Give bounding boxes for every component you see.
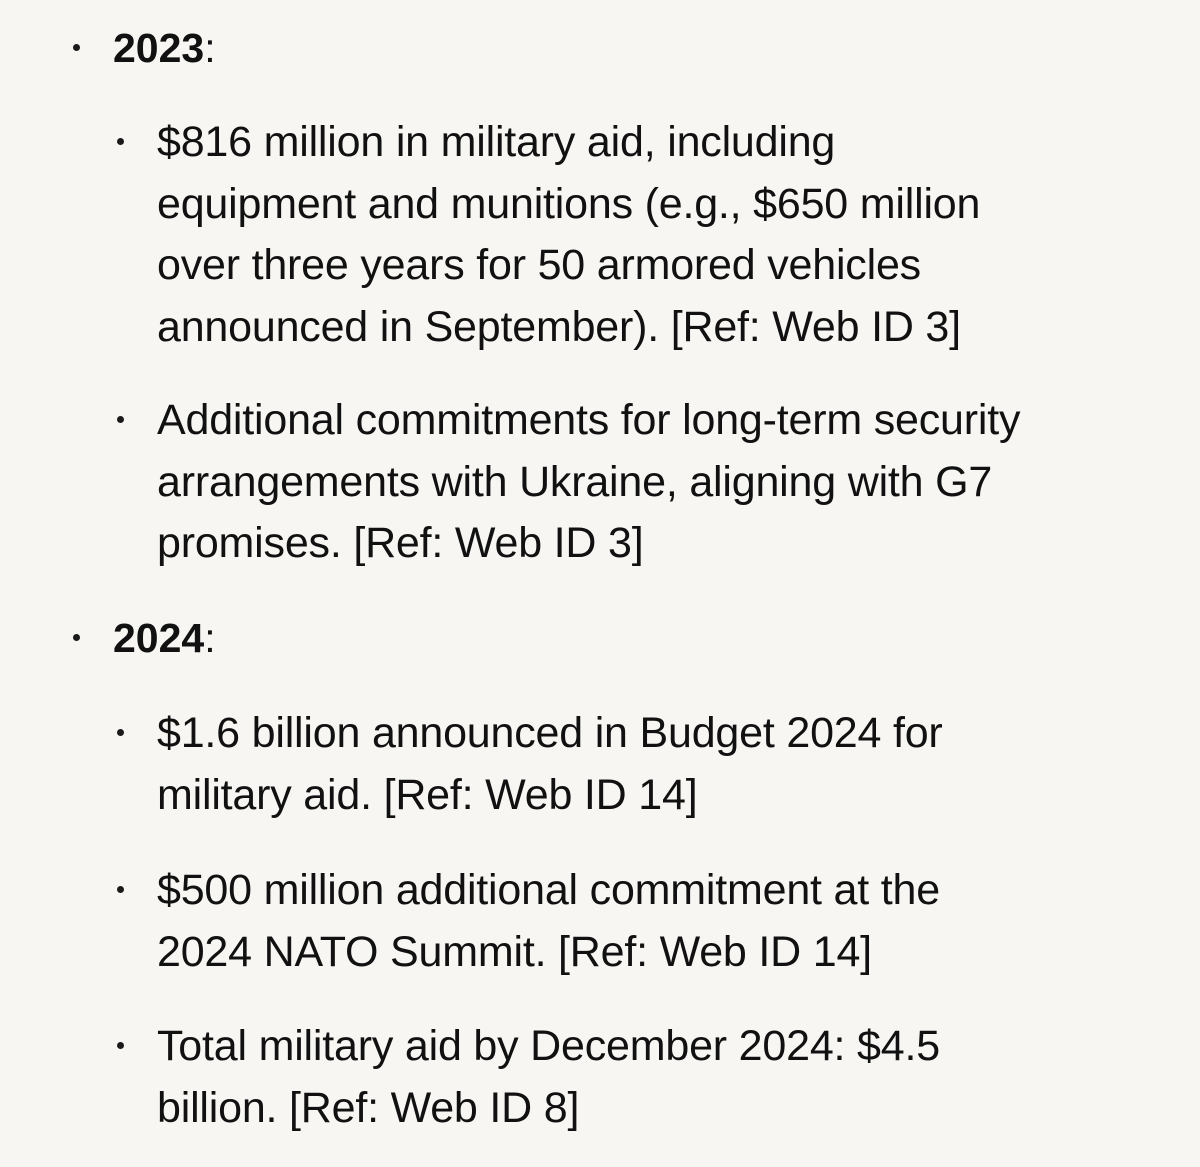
section-heading [0,610,600,666]
text-line: military aid. [Ref: Web ID 14] [157,770,698,819]
text-line: over three years for 50 armored vehicles [157,241,921,289]
text-line: announced in September). [Ref: Web ID 3] [157,302,961,351]
bullet-icon [117,416,124,423]
text-line: equipment and munitions (e.g., $650 million [157,179,981,228]
bullet-icon [117,1042,124,1049]
section-heading [0,20,600,76]
text-line: Additional commitments for long-term security [157,396,1021,444]
text-line: arrangements with Ukraine, aligning with G7 [157,457,993,506]
section-colon: : [204,615,216,661]
section-colon: : [204,25,216,71]
section-year: 2023 [113,25,205,71]
bullet-icon [73,634,80,641]
section-title [113,20,216,76]
list-item-text [157,860,1157,983]
bullet-icon [117,729,124,736]
text-line: $1.6 billion announced in Budget 2024 for [157,709,943,757]
text-line: 2024 NATO Summit. [Ref: Web ID 14] [157,927,872,976]
text-line: Total military aid by December 2024: $4.5 [157,1022,940,1070]
text-line: $816 million in military aid, including [157,118,836,166]
bullet-icon [117,886,124,893]
section-title [113,610,216,666]
list-item-text [157,112,1157,358]
text-line: billion. [Ref: Web ID 8] [157,1083,580,1132]
bullet-icon [73,44,80,51]
text-line: $500 million additional commitment at the [157,866,940,914]
list-item-text [157,703,1157,826]
list-item-text [157,390,1157,575]
section-year: 2024 [113,615,205,661]
bullet-icon [117,138,124,145]
text-line: promises. [Ref: Web ID 3] [157,519,644,567]
list-item-text [157,1016,1157,1139]
